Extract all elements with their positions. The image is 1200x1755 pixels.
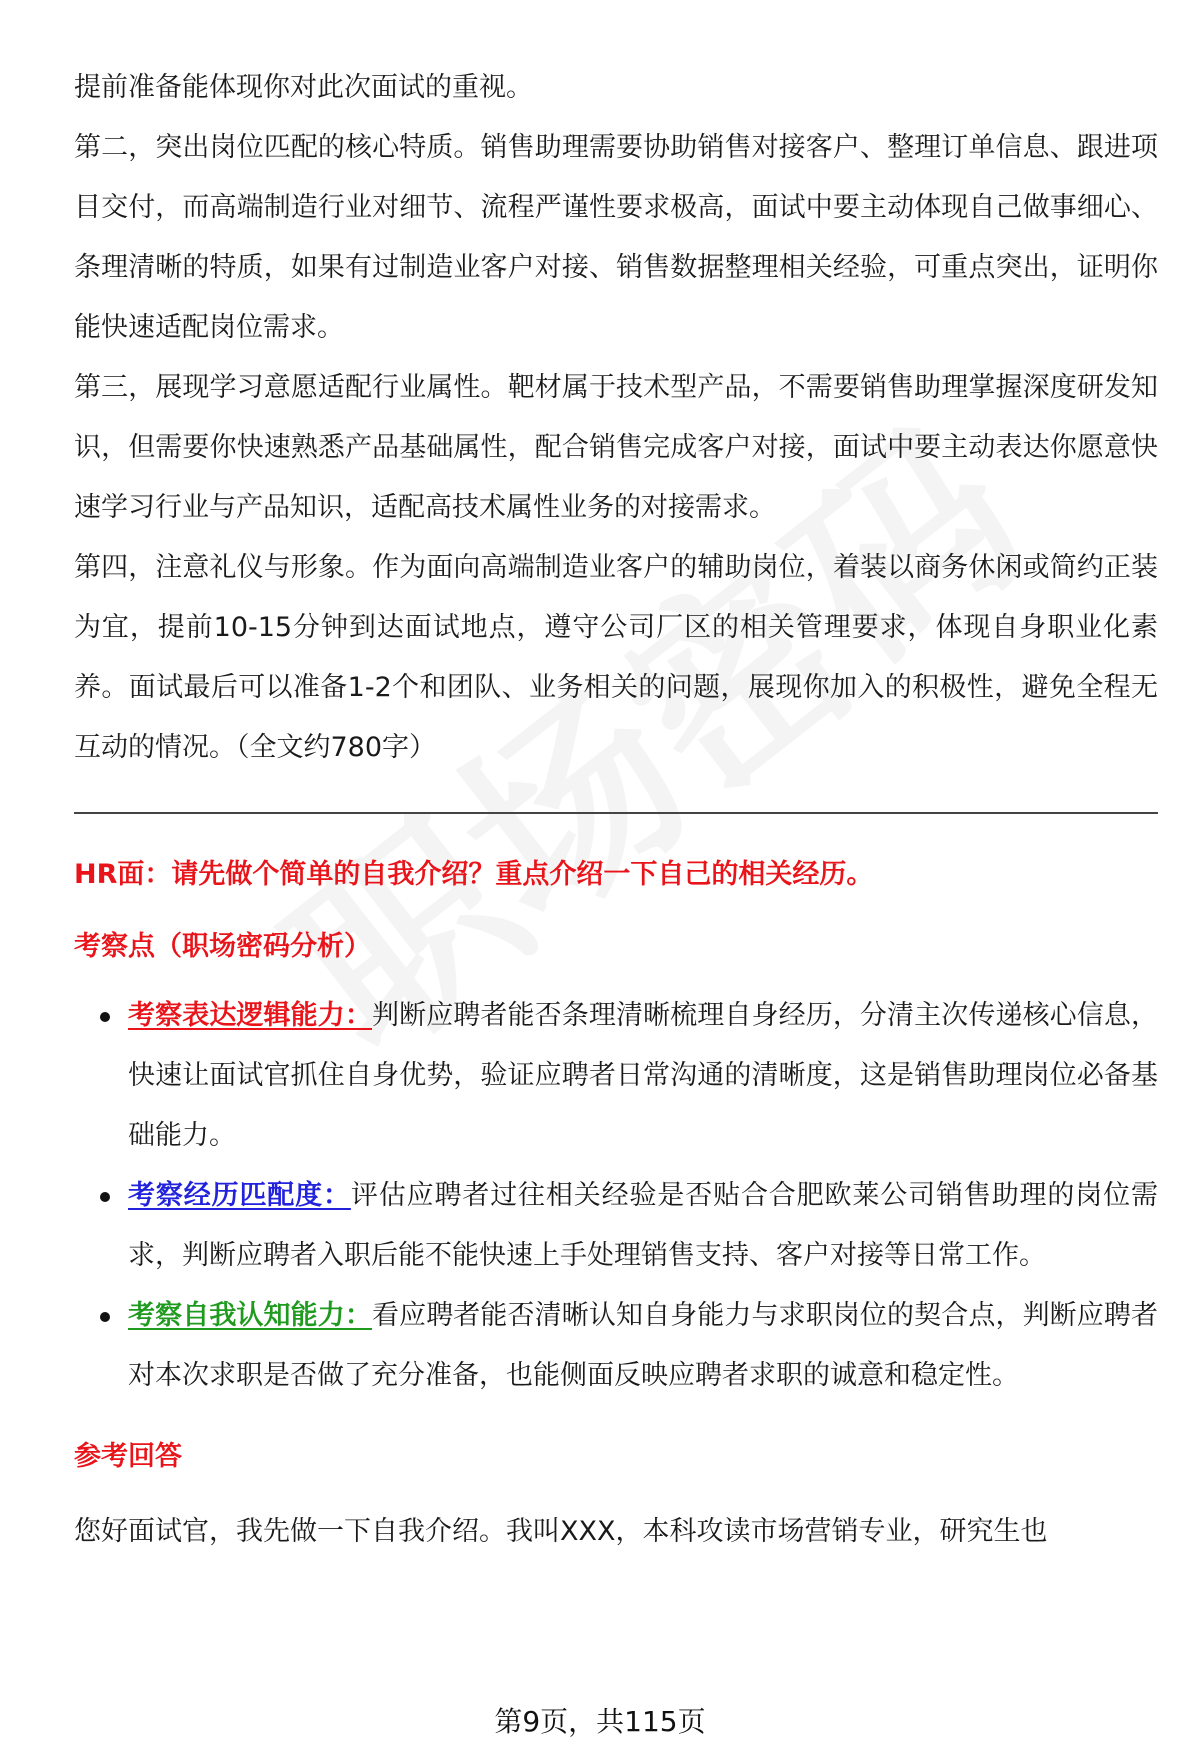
assessment-point xyxy=(74,986,1158,1166)
point-keyword: 考察自我认知能力： xyxy=(128,1300,372,1331)
point-text: 判断应聘者能否条理清晰梳理自身经历，分清主次传递核心信息，快速让面试官抓住自身优势，验证应聘者日常沟通的清晰度，这是销售助理岗位必备基础能力。 xyxy=(128,1000,1159,1151)
points-title: 考察点（职场密码分析） xyxy=(74,931,371,962)
point-keyword: 考察表达逻辑能力： xyxy=(128,1000,372,1031)
hr-question: HR面：请先做个简单的自我介绍？重点介绍一下自己的相关经历。 xyxy=(74,859,874,890)
bullet-icon xyxy=(100,1312,110,1322)
bullet-icon xyxy=(100,1012,110,1022)
bullet-icon xyxy=(100,1192,110,1202)
assessment-point xyxy=(74,1286,1158,1406)
intro-paragraph-0: 提前准备能体现你对此次面试的重视。 xyxy=(74,72,533,103)
assessment-point xyxy=(74,1166,1158,1286)
point-keyword: 考察经历匹配度： xyxy=(128,1180,351,1211)
point-text: 评估应聘者过往相关经验是否贴合合肥欧莱公司销售助理的岗位需求，判断应聘者入职后能不能快速上手处理销售支持、客户对接等日常工作。 xyxy=(128,1180,1159,1271)
answer-text: 您好面试官，我先做一下自我介绍。我叫XXX，本科攻读市场营销专业，研究生也 xyxy=(74,1516,1048,1547)
intro-paragraph-1: 第二，突出岗位匹配的核心特质。销售助理需要协助销售对接客户、整理订单信息、跟进项目交付，而高端制造行业对细节、流程严谨性要求极高，面试中要主动体现自己做事细心、条理清晰的特质，如果有过制造业客户对接、销售数据整理相关经验，可重点突出，证明你能快速适配岗位需求。 xyxy=(74,132,1158,343)
intro-paragraph-2: 第三，展现学习意愿适配行业属性。靶材属于技术型产品，不需要销售助理掌握深度研发知识，但需要你快速熟悉产品基础属性，配合销售完成客户对接，面试中要主动表达你愿意快速学习行业与产品知识，适配高技术属性业务的对接需求。 xyxy=(74,372,1158,523)
assessment-points-list xyxy=(74,986,1158,1406)
intro-paragraph-3: 第四，注意礼仪与形象。作为面向高端制造业客户的辅助岗位，着装以商务休闲或简约正装为宜，提前10-15分钟到达面试地点，遵守公司厂区的相关管理要求，体现自身职业化素养。面试最后可以准备1-2个和团队、业务相关的问题，展现你加入的积极性，避免全程无互动的情况。（全文约780字） xyxy=(74,552,1158,763)
answer-title: 参考回答 xyxy=(74,1441,182,1472)
document-page xyxy=(74,58,1158,1562)
page-number-footer: 第9页，共115页 xyxy=(494,1705,706,1738)
section-divider xyxy=(74,812,1158,814)
point-text: 看应聘者能否清晰认知自身能力与求职岗位的契合点，判断应聘者对本次求职是否做了充分准备，也能侧面反映应聘者求职的诚意和稳定性。 xyxy=(128,1300,1159,1391)
